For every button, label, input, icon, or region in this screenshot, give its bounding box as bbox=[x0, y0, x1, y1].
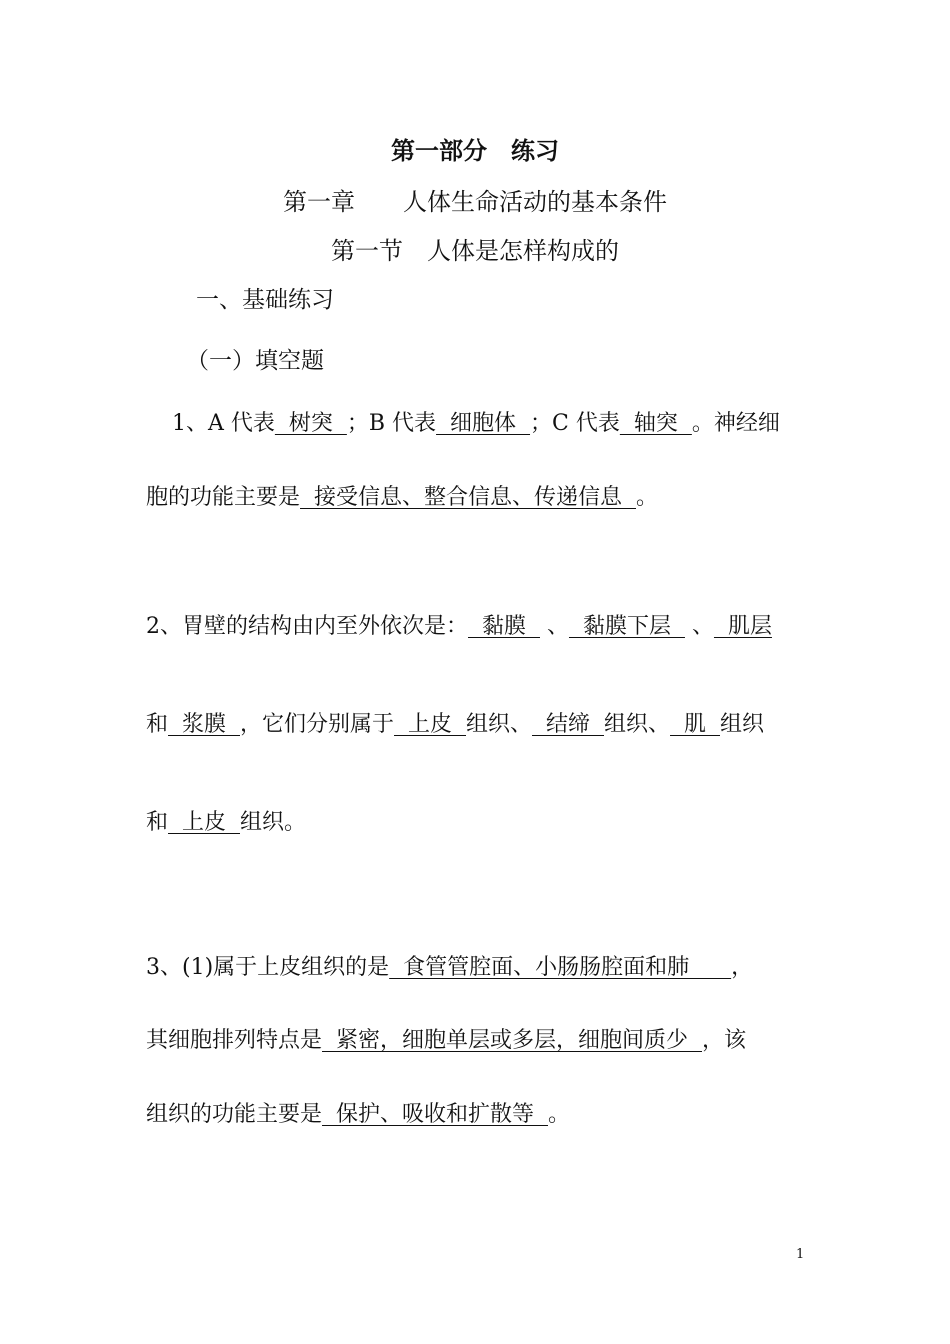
section-heading: 第一节 人体是怎样构成的 bbox=[331, 237, 619, 265]
answer-blank: 食管管腔面、小肠肠腔面和肺 bbox=[389, 955, 732, 980]
q2-line2: 和 浆膜 ，它们分别属于 上皮 组织、 结缔 组织、 肌 组织 bbox=[146, 712, 765, 737]
answer-blank: 树突 bbox=[274, 411, 347, 436]
answer-blank: 浆膜 bbox=[168, 712, 240, 737]
answer-blank: 肌层 bbox=[713, 614, 772, 639]
answer-blank: 细胞体 bbox=[436, 411, 531, 436]
answer-blank: 上皮 bbox=[168, 810, 240, 835]
answer-blank: 保护、吸收和扩散等 bbox=[322, 1102, 548, 1127]
answer-blank: 黏膜下层 bbox=[568, 614, 685, 639]
q3-line2: 其细胞排列特点是 紧密，细胞单层或多层，细胞间质少 ，该 bbox=[146, 1028, 747, 1053]
answer-blank: 接受信息、整合信息、传递信息 bbox=[300, 485, 636, 510]
answer-blank: 肌 bbox=[670, 712, 720, 737]
chapter-heading: 第一章 人体生命活动的基本条件 bbox=[283, 188, 667, 216]
q3-line3: 组织的功能主要是 保护、吸收和扩散等 。 bbox=[146, 1102, 571, 1127]
part-heading: 一、基础练习 bbox=[196, 287, 334, 313]
answer-blank: 轴突 bbox=[619, 411, 692, 436]
answer-blank: 黏膜 bbox=[468, 614, 540, 639]
answer-blank: 上皮 bbox=[394, 712, 466, 737]
q3-line1: 3、(1)属于上皮组织的是 食管管腔面、小肠肠腔面和肺 ， bbox=[146, 955, 754, 980]
q2-line3: 和 上皮 组织。 bbox=[146, 810, 307, 835]
page-title: 第一部分 练习 bbox=[391, 136, 559, 165]
q2-line1: 2、胃壁的结构由内至外依次是： 黏膜 、 黏膜下层 、 肌层 bbox=[146, 614, 772, 639]
answer-blank: 结缔 bbox=[532, 712, 604, 737]
q1-line1: 1、A 代表 树突 ；B 代表 细胞体 ；C 代表 轴突 。神经细 bbox=[172, 411, 780, 436]
page-number: 1 bbox=[796, 1247, 805, 1262]
q1-line2: 胞的功能主要是 接受信息、整合信息、传递信息 。 bbox=[146, 485, 659, 510]
answer-blank: 紧密，细胞单层或多层，细胞间质少 bbox=[322, 1028, 702, 1053]
subpart-heading: （一）填空题 bbox=[186, 348, 324, 374]
